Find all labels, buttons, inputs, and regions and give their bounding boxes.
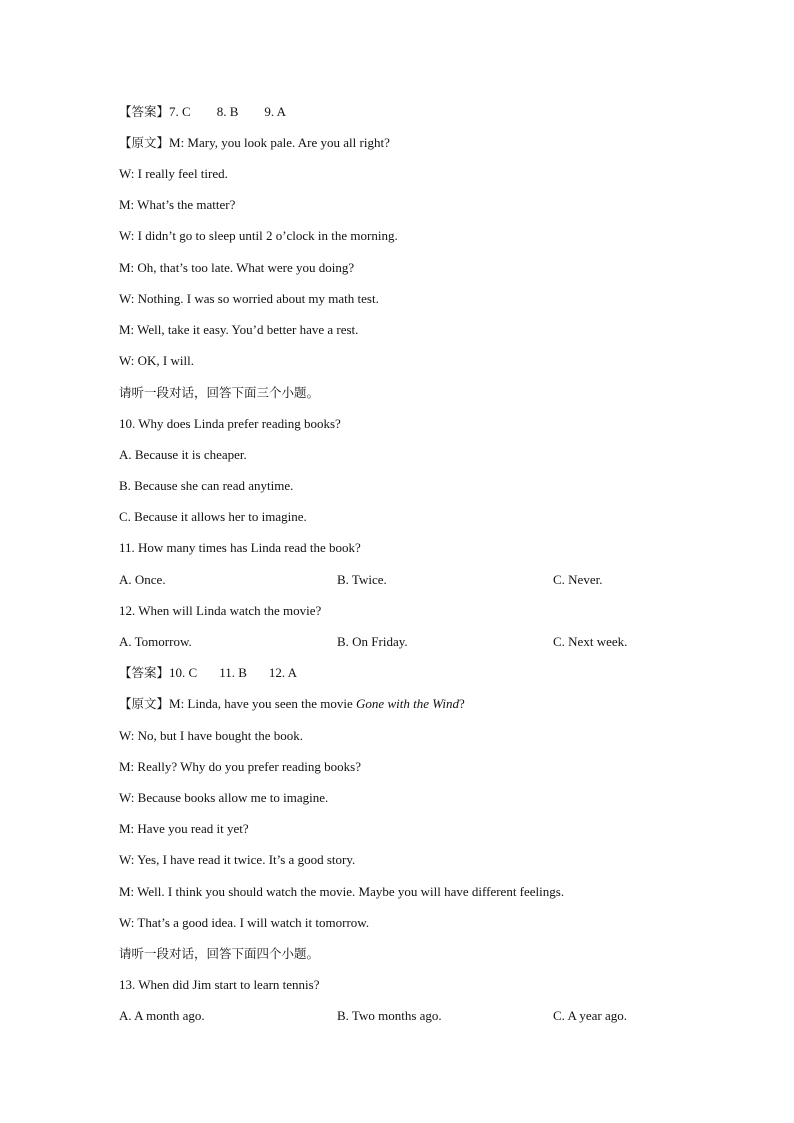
transcript-line <box>119 696 465 712</box>
transcript-line: W: OK, I will. <box>119 353 194 368</box>
transcript-line: M: Have you read it yet? <box>119 821 249 836</box>
transcript-line: M: Well, take it easy. You’d better have a rest. <box>119 322 359 337</box>
option-13-a: A. A month ago. <box>119 1008 205 1023</box>
transcript-line: M: Oh, that’s too late. What were you doing? <box>119 260 355 275</box>
option-10-a: A. Because it is cheaper. <box>119 447 247 462</box>
transcript-line: M: Well. I think you should watch the movie. Maybe you will have different feelings. <box>119 884 565 899</box>
answer-9: 9. A <box>264 104 287 119</box>
transcript-line: M: What’s the matter? <box>119 197 236 212</box>
answer-tag: 【答案】 <box>119 665 170 680</box>
answer-10: 10. C <box>169 665 198 680</box>
option-11-b: B. Twice. <box>337 572 387 587</box>
question-12: 12. When will Linda watch the movie? <box>119 603 322 618</box>
question-11: 11. How many times has Linda read the book? <box>119 540 361 555</box>
transcript-line: W: No, but I have bought the book. <box>119 728 304 743</box>
options-11 <box>119 572 679 588</box>
transcript-tag: 【原文】 <box>119 135 170 150</box>
option-10-b: B. Because she can read anytime. <box>119 478 294 493</box>
answer-11: 11. B <box>219 665 247 680</box>
section-instruction: 请听一段对话，回答下面三个小题。 <box>119 385 320 400</box>
section-instruction: 请听一段对话，回答下面四个小题。 <box>119 946 320 961</box>
option-11-a: A. Once. <box>119 572 166 587</box>
transcript-punct: ? <box>458 696 465 711</box>
transcript-line: W: Nothing. I was so worried about my math test. <box>119 291 379 306</box>
answer-tag: 【答案】 <box>119 104 170 119</box>
transcript-line: W: I didn’t go to sleep until 2 o’clock in the morning. <box>119 228 398 243</box>
answer-line-7-9 <box>119 104 286 120</box>
option-12-c: C. Next week. <box>553 634 628 649</box>
answer-7: 7. C <box>169 104 191 119</box>
answer-12: 12. A <box>268 665 298 680</box>
answer-8: 8. B <box>216 104 239 119</box>
transcript-line: W: I really feel tired. <box>119 166 228 181</box>
transcript-tag: 【原文】 <box>119 696 170 711</box>
transcript-line: W: That’s a good idea. I will watch it tomorrow. <box>119 915 370 930</box>
transcript-line: M: Really? Why do you prefer reading books? <box>119 759 361 774</box>
transcript-line <box>119 135 390 151</box>
option-13-c: C. A year ago. <box>553 1008 628 1023</box>
movie-title: Gone with the Wind <box>356 696 459 711</box>
options-12 <box>119 634 679 650</box>
option-13-b: B. Two months ago. <box>337 1008 442 1023</box>
options-13 <box>119 1008 679 1024</box>
question-13: 13. When did Jim start to learn tennis? <box>119 977 320 992</box>
transcript-line: W: Because books allow me to imagine. <box>119 790 329 805</box>
transcript-line: W: Yes, I have read it twice. It’s a good story. <box>119 852 356 867</box>
option-11-c: C. Never. <box>553 572 603 587</box>
option-12-b: B. On Friday. <box>337 634 408 649</box>
answer-line-10-12 <box>119 665 297 681</box>
option-12-a: A. Tomorrow. <box>119 634 192 649</box>
option-10-c: C. Because it allows her to imagine. <box>119 509 307 524</box>
transcript-text: M: Mary, you look pale. Are you all right? <box>169 135 390 150</box>
transcript-text: M: Linda, have you seen the movie <box>169 696 357 711</box>
question-10: 10. Why does Linda prefer reading books? <box>119 416 341 431</box>
